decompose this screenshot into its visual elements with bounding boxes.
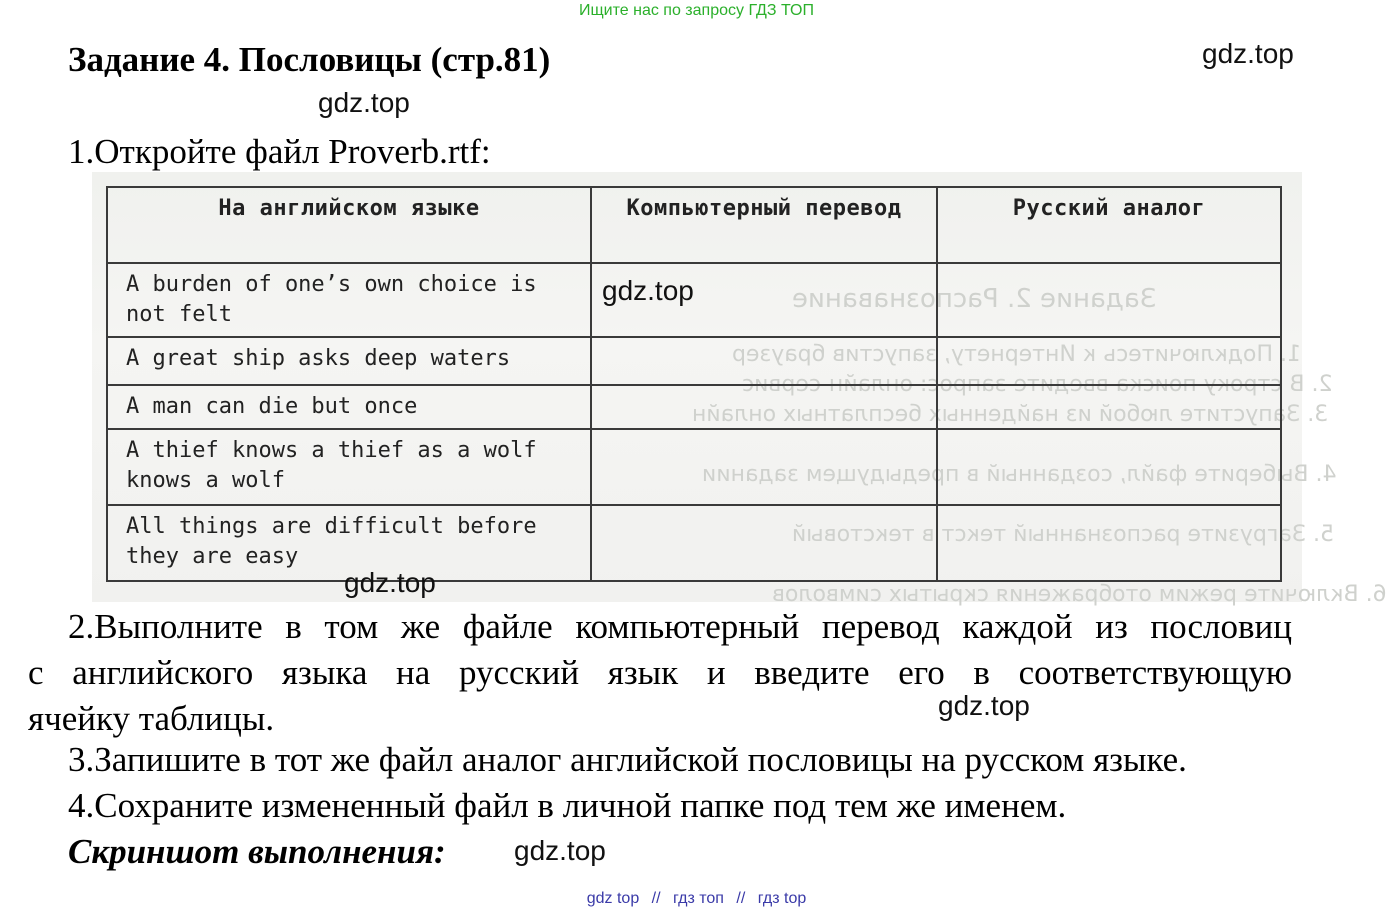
bleed-through-text: 1. Подключитесь к Интернету, запустив браузер	[732, 342, 1301, 367]
watermark: gdz.top	[1202, 38, 1294, 69]
bleed-through-text: 6. Включите режим отображения скрытых символов	[772, 582, 1387, 607]
watermark: gdz.top	[318, 87, 410, 118]
watermark: gdz.top	[938, 690, 1030, 721]
bleed-through-text: Задание 2. Распознавание	[792, 284, 1157, 314]
header-english: На английском языке	[107, 187, 591, 263]
footer-link[interactable]: гдз top	[757, 890, 807, 907]
cell-english: A burden of one’s own choice is not felt	[107, 263, 591, 337]
cell-analog	[937, 429, 1281, 505]
cell-analog	[937, 337, 1281, 385]
cell-english: A thief knows a thief as a wolf knows a wolf	[107, 429, 591, 505]
cell-english: All things are difficult before they are easy	[107, 505, 591, 581]
watermark: gdz.top	[514, 835, 606, 866]
table-row	[107, 337, 1281, 385]
footer-separator: //	[651, 890, 661, 907]
cell-english: A great ship asks deep waters	[107, 337, 591, 385]
table-row	[107, 263, 1281, 337]
cell-translation	[591, 505, 937, 581]
table-row	[107, 385, 1281, 429]
footer-separator: //	[736, 890, 746, 907]
top-banner: Ищите нас по запросу ГДЗ ТОП	[579, 2, 814, 19]
step-2-line: с английского языка на русский язык и введите его в соответствующую	[28, 653, 1292, 692]
table-row	[107, 505, 1281, 581]
bleed-through-text: 3. Запустите любой из найденных бесплатных онлайн	[692, 402, 1329, 427]
watermark: gdz.top	[602, 275, 694, 306]
step-3: 3.Запишите в тот же файл аналог английской пословицы на русском языке.	[68, 740, 1187, 779]
bleed-through-text: 5. Загрузите распознанный текст в текстовый	[792, 522, 1334, 547]
watermark: gdz.top	[344, 567, 436, 598]
cell-analog	[937, 385, 1281, 429]
cell-analog	[937, 263, 1281, 337]
footer-link[interactable]: гдз топ	[673, 890, 724, 907]
proverbs-table	[106, 186, 1282, 582]
step-2	[28, 604, 1292, 742]
page-title: Задание 4. Пословицы (стр.81)	[68, 40, 551, 79]
step-2-line: ячейку таблицы.	[28, 699, 275, 738]
step-1: 1.Откройте файл Proverb.rtf:	[68, 132, 491, 171]
bleed-through-text: 2. В строку поиска введите запрос: онлайн-сервис	[742, 372, 1333, 397]
header-computer-translation: Компьютерный перевод	[591, 187, 937, 263]
screenshot-caption: Скриншот выполнения:	[68, 832, 446, 871]
cell-analog	[937, 505, 1281, 581]
step-4: 4.Сохраните измененный файл в личной папке под тем же именем.	[68, 786, 1067, 825]
header-russian-analog: Русский аналог	[937, 187, 1281, 263]
cell-english: A man can die but once	[107, 385, 591, 429]
cell-translation	[591, 337, 937, 385]
bleed-through-text: 4. Выберите файл, созданный в предыдущем задании	[702, 462, 1337, 487]
footer-link[interactable]: gdz top	[586, 890, 640, 907]
cell-translation	[591, 429, 937, 505]
table-row	[107, 429, 1281, 505]
cell-translation	[591, 385, 937, 429]
bottom-links	[0, 890, 1393, 908]
step-2-line: 2.Выполните в том же файле компьютерный перевод каждой из пословиц	[68, 607, 1292, 646]
